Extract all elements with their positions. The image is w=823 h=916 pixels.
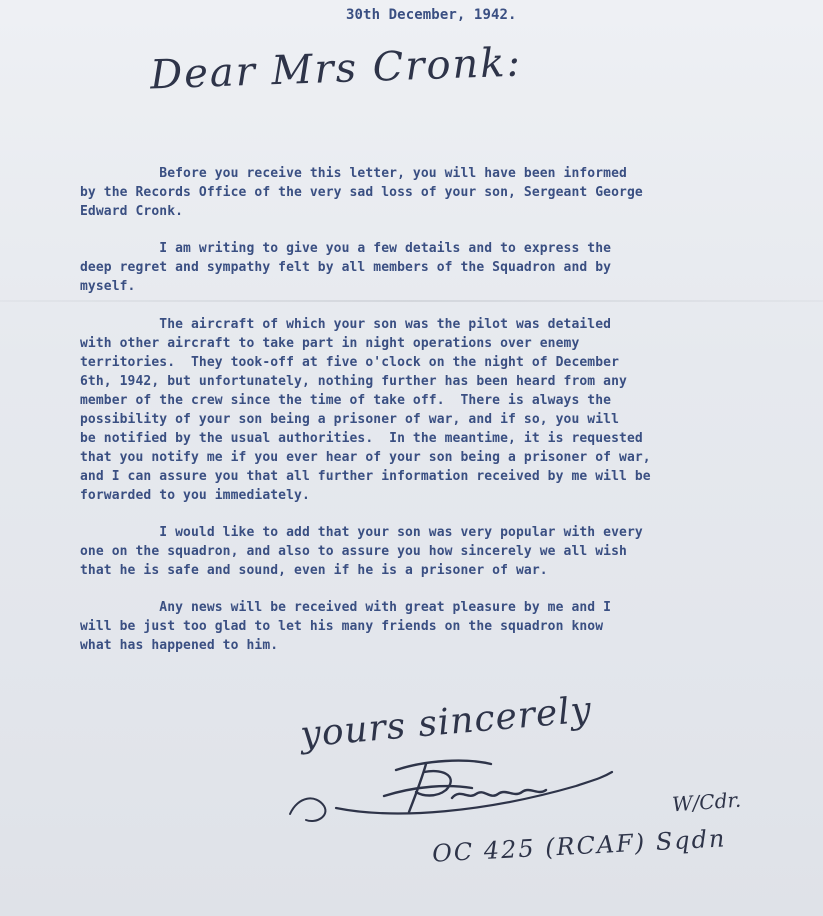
paragraph-news: Any news will be received with great pleasure by me and I will be just too glad to let his many friends on the squadron know what has happened to him. (80, 600, 612, 653)
paper-crease (0, 300, 823, 302)
squadron-title: OC 425 (RCAF) Sqdn (431, 824, 728, 868)
handwritten-signature (276, 750, 676, 840)
paragraph-details: The aircraft of which your son was the pilot was detailed with other aircraft to take part in night operations over enemy territories. They took-off at five o'clock on the night of December 6th, 1942, but unfortunately, nothing further has been heard from any member of the crew since the time of take off. There is always the possibility of your son being a prisoner of war, and if so, you will be notified by the usual authorities. In the meantime, it is requested that you notify me if you ever hear of your son being a prisoner of war, and I can assure you that all further information received by me will be forwarded to you immediately. (80, 317, 651, 503)
closing: yours sincerely (298, 689, 594, 756)
salutation: Dear Mrs Cronk: (149, 39, 523, 99)
paragraph-intro: Before you receive this letter, you will have been informed by the Records Office of the very sad loss of your son, Sergeant George Edward Cronk. (80, 166, 643, 219)
paragraph-sympathy: I am writing to give you a few details and to express the deep regret and sympathy felt by all members of the Squadron and by myself. (80, 241, 612, 294)
paragraph-popularity: I would like to add that your son was very popular with every one on the squadron, and also to assure you how sincerely we all wish that he is safe and sound, even if he is a prisoner of war. (80, 525, 643, 578)
signatory-rank: W/Cdr. (671, 787, 742, 817)
letter-date: 30th December, 1942. (346, 7, 517, 23)
